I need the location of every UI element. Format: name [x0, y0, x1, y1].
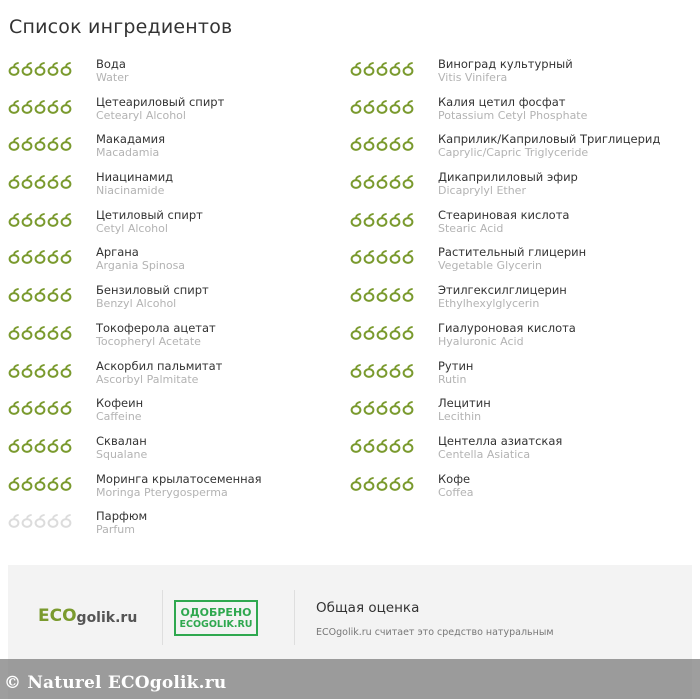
leaf-icon: [8, 439, 20, 453]
divider: [294, 590, 295, 645]
ingredient-names: [438, 322, 576, 348]
leaf-icon: [350, 250, 362, 264]
ingredient-names: [96, 171, 173, 197]
leaf-icon: [363, 288, 375, 302]
leaf-icon: [8, 401, 20, 415]
ingredient-names: [96, 96, 224, 122]
leaf-icon: [60, 326, 72, 340]
leaf-icon: [47, 401, 59, 415]
leaf-icon: [389, 326, 401, 340]
ingredient-names: [96, 473, 262, 499]
leaf-icon: [363, 439, 375, 453]
leaf-icon: [402, 401, 414, 415]
leaf-icon: [34, 250, 46, 264]
ingredient-name-ru: Сквалан: [96, 433, 147, 448]
leaf-icon: [21, 100, 33, 114]
leaf-icon: [60, 288, 72, 302]
ingredient-names: [96, 58, 129, 84]
ingredient-name-en: Stearic Acid: [438, 221, 504, 235]
naturalness-rating: [8, 209, 96, 227]
leaf-icon: [8, 213, 20, 227]
leaf-icon: [389, 213, 401, 227]
leaf-icon: [8, 514, 20, 528]
leaf-icon: [21, 213, 33, 227]
ingredient-name-en: Hyaluronic Acid: [438, 334, 524, 348]
naturalness-rating: [350, 284, 438, 302]
ingredient-row[interactable]: [8, 209, 338, 247]
naturalness-rating: [8, 435, 96, 453]
leaf-icon: [21, 439, 33, 453]
ingredient-row[interactable]: [8, 360, 338, 398]
ingredient-name-ru: Аргана: [96, 245, 139, 260]
ingredient-row[interactable]: [350, 435, 680, 473]
ingredient-name-ru: Центелла азиатская: [438, 433, 563, 448]
leaf-icon: [376, 175, 388, 189]
ingredient-name-en: Water: [96, 71, 129, 84]
ingredient-row[interactable]: [350, 171, 680, 209]
leaf-icon: [60, 100, 72, 114]
leaf-icon: [350, 213, 362, 227]
leaf-icon: [8, 137, 20, 151]
leaf-icon: [376, 364, 388, 378]
leaf-icon: [60, 62, 72, 76]
leaf-icon: [402, 137, 414, 151]
leaf-icon: [389, 175, 401, 189]
leaf-icon: [363, 100, 375, 114]
leaf-icon: [60, 137, 72, 151]
leaf-icon: [376, 439, 388, 453]
ingredient-row[interactable]: [350, 58, 680, 96]
ingredient-row[interactable]: [350, 96, 680, 134]
ingredient-names: [96, 246, 185, 272]
leaf-icon: [21, 62, 33, 76]
ecogolik-logo[interactable]: [38, 606, 137, 626]
ingredient-names: [438, 360, 473, 386]
leaf-icon: [47, 514, 59, 528]
leaf-icon: [363, 477, 375, 491]
leaf-icon: [34, 439, 46, 453]
leaf-icon: [8, 175, 20, 189]
leaf-icon: [8, 100, 20, 114]
leaf-icon: [21, 175, 33, 189]
ingredient-name-en: Benzyl Alcohol: [96, 297, 177, 311]
ingredient-row[interactable]: [350, 322, 680, 360]
leaf-icon: [363, 326, 375, 340]
leaf-icon: [21, 250, 33, 264]
leaf-icon: [47, 326, 59, 340]
leaf-icon: [402, 288, 414, 302]
leaf-icon: [376, 477, 388, 491]
ingredient-row[interactable]: [350, 473, 680, 511]
ingredient-names: [438, 96, 587, 122]
leaf-icon: [60, 477, 72, 491]
ingredient-names: [438, 284, 567, 310]
ingredient-name-en: Tocopheryl Acetate: [96, 334, 201, 348]
naturalness-rating: [8, 171, 96, 189]
ingredient-name-ru: Кофе: [438, 471, 471, 486]
leaf-icon: [389, 137, 401, 151]
ingredient-name-ru: Лецитин: [438, 396, 491, 411]
ingredient-row[interactable]: [350, 397, 680, 435]
leaf-icon: [60, 439, 72, 453]
ingredient-row[interactable]: [350, 284, 680, 322]
naturalness-rating: [350, 133, 438, 151]
naturalness-rating: [8, 510, 96, 528]
leaf-icon: [34, 288, 46, 302]
ingredient-name-ru: Аскорбил пальмитат: [96, 358, 223, 373]
naturalness-rating: [350, 322, 438, 340]
leaf-icon: [402, 250, 414, 264]
leaf-icon: [60, 250, 72, 264]
naturalness-rating: [350, 360, 438, 378]
leaf-icon: [402, 175, 414, 189]
leaf-icon: [350, 477, 362, 491]
ingredient-name-en: Niacinamide: [96, 184, 165, 198]
leaf-icon: [8, 288, 20, 302]
naturalness-rating: [8, 58, 96, 76]
overall-rating-title: Общая оценка: [316, 600, 420, 616]
leaf-icon: [402, 364, 414, 378]
leaf-icon: [402, 100, 414, 114]
leaf-icon: [363, 250, 375, 264]
ingredient-row[interactable]: [350, 360, 680, 398]
naturalness-rating: [350, 435, 438, 453]
leaf-icon: [376, 62, 388, 76]
leaf-icon: [34, 62, 46, 76]
ingredient-name-en: Parfum: [96, 523, 135, 537]
ingredient-name-en: Cetyl Alcohol: [96, 221, 168, 235]
ingredient-name-en: Potassium Cetyl Phosphate: [438, 108, 588, 122]
ingredient-name-en: Moringa Pterygosperma: [96, 485, 228, 499]
leaf-icon: [34, 175, 46, 189]
ingredient-name-ru: Вода: [96, 57, 126, 71]
logo-domain-text: golik.ru: [76, 610, 138, 626]
ingredient-name-en: Argania Spinosa: [96, 259, 186, 273]
ingredient-name-ru: Гиалуроновая кислота: [438, 320, 576, 335]
ingredient-name-ru: Дикаприлиловый эфир: [438, 170, 578, 185]
ingredient-row[interactable]: [8, 435, 338, 473]
ingredient-name-en: Lecithin: [438, 410, 482, 424]
ingredient-name-ru: Цетеариловый спирт: [96, 94, 225, 109]
ingredient-row[interactable]: [8, 284, 338, 322]
leaf-icon: [389, 288, 401, 302]
leaf-icon: [350, 100, 362, 114]
logo-eco-text: ECO: [38, 606, 77, 626]
leaf-icon: [34, 477, 46, 491]
leaf-icon: [402, 62, 414, 76]
ingredient-names: [438, 473, 474, 499]
leaf-icon: [363, 137, 375, 151]
leaf-icon: [60, 514, 72, 528]
ingredient-row[interactable]: [8, 58, 338, 96]
naturalness-rating: [8, 96, 96, 114]
leaf-icon: [8, 477, 20, 491]
naturalness-rating: [8, 284, 96, 302]
ingredient-list-right: [350, 58, 680, 510]
ingredient-name-ru: Стеариновая кислота: [438, 207, 570, 222]
leaf-icon: [8, 62, 20, 76]
ingredient-list-left: [8, 58, 338, 548]
leaf-icon: [350, 137, 362, 151]
ingredient-row[interactable]: [8, 171, 338, 209]
stamp-line-2: ECOGOLIK.RU: [179, 619, 253, 630]
ingredient-name-en: Ascorbyl Palmitate: [96, 372, 199, 386]
leaf-icon: [376, 326, 388, 340]
leaf-icon: [350, 439, 362, 453]
ingredient-row[interactable]: [8, 510, 338, 548]
ingredient-name-en: Macadamia: [96, 146, 160, 160]
ingredient-row[interactable]: [350, 209, 680, 247]
ingredient-name-ru: Каприлик/Каприловый Триглицерид: [438, 132, 661, 147]
leaf-icon: [402, 326, 414, 340]
ingredient-names: [96, 284, 209, 310]
leaf-icon: [363, 213, 375, 227]
stamp-line-1: ОДОБРЕНО: [180, 606, 252, 619]
leaf-icon: [34, 326, 46, 340]
leaf-icon: [34, 137, 46, 151]
ingredient-name-en: Dicaprylyl Ether: [438, 184, 526, 198]
leaf-icon: [389, 477, 401, 491]
ingredient-name-en: Coffea: [438, 485, 474, 499]
ingredient-row[interactable]: [8, 246, 338, 284]
leaf-icon: [376, 250, 388, 264]
leaf-icon: [60, 213, 72, 227]
ingredient-row[interactable]: [8, 397, 338, 435]
leaf-icon: [34, 213, 46, 227]
leaf-icon: [389, 100, 401, 114]
leaf-icon: [21, 364, 33, 378]
ingredient-names: [96, 133, 165, 159]
ingredient-name-ru: Макадамия: [96, 132, 166, 147]
leaf-icon: [21, 288, 33, 302]
leaf-icon: [21, 326, 33, 340]
ingredient-name-ru: Моринга крылатосеменная: [96, 471, 262, 486]
ingredient-names: [438, 133, 660, 159]
ingredient-name-en: Caffeine: [96, 410, 142, 424]
leaf-icon: [34, 514, 46, 528]
leaf-icon: [363, 401, 375, 415]
ingredient-name-ru: Рутин: [438, 358, 474, 373]
leaf-icon: [47, 62, 59, 76]
leaf-icon: [389, 250, 401, 264]
leaf-icon: [402, 213, 414, 227]
leaf-icon: [363, 175, 375, 189]
ingredient-name-ru: Виноград культурный: [438, 57, 573, 71]
leaf-icon: [376, 213, 388, 227]
leaf-icon: [350, 364, 362, 378]
leaf-icon: [60, 401, 72, 415]
ingredient-row[interactable]: [350, 246, 680, 284]
leaf-icon: [60, 364, 72, 378]
ingredient-row[interactable]: [350, 133, 680, 171]
ingredient-name-en: Vitis Vinifera: [438, 71, 508, 84]
leaf-icon: [363, 364, 375, 378]
ingredient-name-ru: Парфюм: [96, 509, 148, 524]
ingredient-name-en: Ethylhexylglycerin: [438, 297, 540, 311]
leaf-icon: [34, 364, 46, 378]
divider: [162, 590, 163, 645]
naturalness-rating: [8, 473, 96, 491]
ingredient-name-en: Squalane: [96, 447, 148, 461]
leaf-icon: [47, 213, 59, 227]
naturalness-rating: [350, 209, 438, 227]
ingredient-name-en: Cetearyl Alcohol: [96, 108, 186, 122]
ingredient-name-ru: Калия цетил фосфат: [438, 94, 566, 109]
leaf-icon: [350, 175, 362, 189]
ingredient-name-en: Caprylic/Capric Triglyceride: [438, 146, 589, 160]
leaf-icon: [47, 250, 59, 264]
ingredient-names: [438, 397, 491, 423]
naturalness-rating: [8, 397, 96, 415]
leaf-icon: [389, 439, 401, 453]
ingredient-name-ru: Этилгексилглицерин: [438, 283, 567, 298]
leaf-icon: [47, 439, 59, 453]
ingredient-row[interactable]: [8, 322, 338, 360]
ingredient-name-ru: Растительный глицерин: [438, 245, 587, 260]
leaf-icon: [402, 477, 414, 491]
leaf-icon: [376, 137, 388, 151]
leaf-icon: [376, 401, 388, 415]
ingredient-names: [438, 209, 569, 235]
leaf-icon: [21, 401, 33, 415]
ingredient-name-ru: Кофеин: [96, 396, 144, 411]
ingredient-names: [96, 397, 143, 423]
ingredient-name-en: Rutin: [438, 372, 467, 386]
ingredient-name-ru: Бензиловый спирт: [96, 283, 209, 298]
naturalness-rating: [350, 58, 438, 76]
leaf-icon: [8, 364, 20, 378]
naturalness-rating: [8, 133, 96, 151]
naturalness-rating: [8, 322, 96, 340]
naturalness-rating: [8, 360, 96, 378]
leaf-icon: [21, 477, 33, 491]
leaf-icon: [60, 175, 72, 189]
naturalness-rating: [350, 246, 438, 264]
ingredient-row[interactable]: [8, 133, 338, 171]
leaf-icon: [21, 514, 33, 528]
naturalness-rating: [350, 397, 438, 415]
ingredient-names: [438, 246, 586, 272]
leaf-icon: [376, 288, 388, 302]
leaf-icon: [47, 288, 59, 302]
naturalness-rating: [350, 171, 438, 189]
leaf-icon: [21, 137, 33, 151]
leaf-icon: [47, 477, 59, 491]
leaf-icon: [34, 401, 46, 415]
ingredient-row[interactable]: [8, 96, 338, 134]
leaf-icon: [350, 326, 362, 340]
ingredient-name-en: Vegetable Glycerin: [438, 259, 543, 273]
ingredient-names: [96, 435, 147, 461]
leaf-icon: [8, 326, 20, 340]
overall-rating-text: ECOgolik.ru считает это средство натуральным: [316, 627, 554, 638]
leaf-icon: [389, 364, 401, 378]
ingredient-name-ru: Ниацинамид: [96, 170, 174, 185]
ingredient-name-en: Centella Asiatica: [438, 447, 531, 461]
leaf-icon: [363, 62, 375, 76]
naturalness-rating: [8, 246, 96, 264]
watermark-text: © Naturel ECOgolik.ru: [4, 673, 227, 693]
leaf-icon: [389, 401, 401, 415]
ingredient-names: [96, 322, 216, 348]
leaf-icon: [47, 137, 59, 151]
leaf-icon: [389, 62, 401, 76]
leaf-icon: [34, 100, 46, 114]
naturalness-rating: [350, 473, 438, 491]
leaf-icon: [47, 175, 59, 189]
leaf-icon: [350, 62, 362, 76]
leaf-icon: [376, 100, 388, 114]
leaf-icon: [402, 439, 414, 453]
leaf-icon: [350, 401, 362, 415]
leaf-icon: [350, 288, 362, 302]
ingredient-name-ru: Цетиловый спирт: [96, 207, 203, 222]
approved-stamp: [174, 600, 258, 636]
ingredient-name-ru: Токоферола ацетат: [96, 320, 216, 335]
ingredient-names: [438, 435, 562, 461]
page-title: Список ингредиентов: [9, 16, 233, 38]
leaf-icon: [47, 364, 59, 378]
ingredient-names: [438, 58, 573, 84]
naturalness-rating: [350, 96, 438, 114]
leaf-icon: [47, 100, 59, 114]
ingredient-names: [96, 209, 203, 235]
ingredient-names: [96, 360, 222, 386]
ingredient-names: [96, 510, 147, 536]
ingredient-row[interactable]: [8, 473, 338, 511]
leaf-icon: [8, 250, 20, 264]
ingredient-names: [438, 171, 578, 197]
